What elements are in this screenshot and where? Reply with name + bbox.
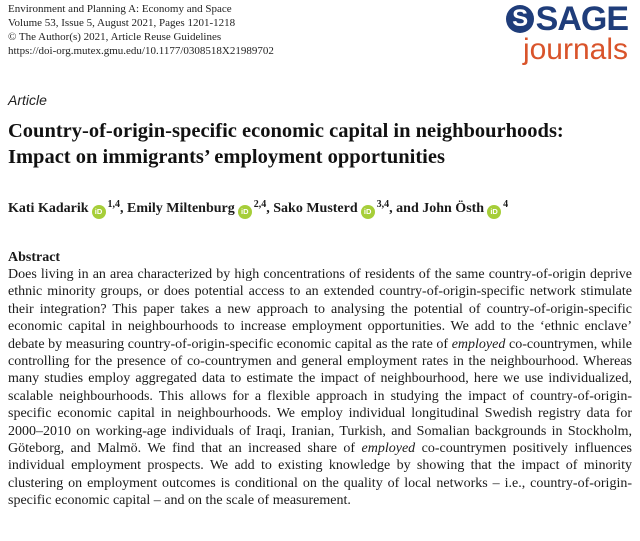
author-name[interactable]: Emily Miltenburg [127, 201, 235, 216]
copyright-line: © The Author(s) 2021, Article Reuse Guidelines [8, 31, 222, 43]
orcid-icon[interactable]: iD [238, 205, 252, 219]
orcid-icon[interactable]: iD [487, 205, 501, 219]
author-separator: , and [389, 201, 423, 216]
sage-s-icon: S [506, 5, 534, 33]
abstract-part-1: Does living in an area characterized by high concentrations of residents of the same country-of-origin deprive ethnic minority groups, or does potential access to an extended country-of-origin-specific network stimulate their integration? This paper takes a new approach to analysing the potential of country-of-origin-specific economic capital in neighbourhoods to increase employment opportunities. We add to the ‘ethnic enclave’ debate by measuring country-of-origin-specific economic capital as the rate of [8, 267, 632, 352]
logo-brand-bottom: journals [522, 33, 628, 66]
orcid-icon[interactable]: iD [92, 205, 106, 219]
journal-citation [8, 2, 274, 58]
abstract-emphasis-2: employed [361, 441, 416, 457]
journal-volume: Volume 53, Issue 5, August 2021, Pages 1201-1218 [8, 17, 236, 29]
author-affiliation: 1,4 [107, 199, 121, 210]
orcid-icon[interactable]: iD [361, 205, 375, 219]
logo-brand-top: SAGE [535, 0, 628, 38]
author-affiliation: 4 [503, 199, 509, 210]
author-name[interactable]: Kati Kadarik [8, 201, 89, 216]
abstract-part-3: co-countrymen positively influences individual employment prospects. We add to existing knowledge by showing that the impact of minority clustering on employment outcomes is conditional on the quality of local networks – i.e., country-of-origin-specific economic capital – and on the scale of measurement. [8, 441, 632, 509]
author-separator: , [266, 201, 274, 216]
abstract-text [8, 266, 632, 510]
journal-name: Environment and Planning A: Economy and Space [8, 3, 232, 15]
author-list [8, 200, 632, 219]
doi-link[interactable]: https://doi-org.mutex.gmu.edu/10.1177/0308518X21989702 [8, 45, 274, 57]
author-separator: , [120, 201, 128, 216]
sage-journals-logo [478, 0, 628, 66]
article-title [8, 118, 632, 170]
abstract-part-2: co-countrymen, while controlling for the presence of co-countrymen and general employment rates in the neighbourhood. Whereas many studies employ aggregated data to estimate the impact of neighbourhood, here we use individualized, scalable neighbourhoods. This allows for a flexible approach in studying the impact of country-of-origin-specific economic capital in neighbourhoods. We employ individual longitudinal Swedish registry data for 2000–2010 on working-age individuals of Iraqi, Iranian, Turkish, and Somalian backgrounds in Stockholm, Göteborg, and Malmö. We find that an increased share of [8, 336, 632, 457]
title-line-2: Impact on immigrants’ employment opportunities [8, 146, 445, 168]
author-name[interactable]: Sako Musterd [273, 201, 358, 216]
abstract-emphasis-1: employed [451, 336, 506, 352]
author-name[interactable]: John Östh [422, 201, 485, 216]
abstract-heading: Abstract [8, 250, 61, 265]
author-affiliation: 3,4 [376, 199, 390, 210]
author-affiliation: 2,4 [253, 199, 267, 210]
article-type-label: Article [8, 92, 47, 108]
title-line-1: Country-of-origin-specific economic capital in neighbourhoods: [8, 120, 564, 142]
